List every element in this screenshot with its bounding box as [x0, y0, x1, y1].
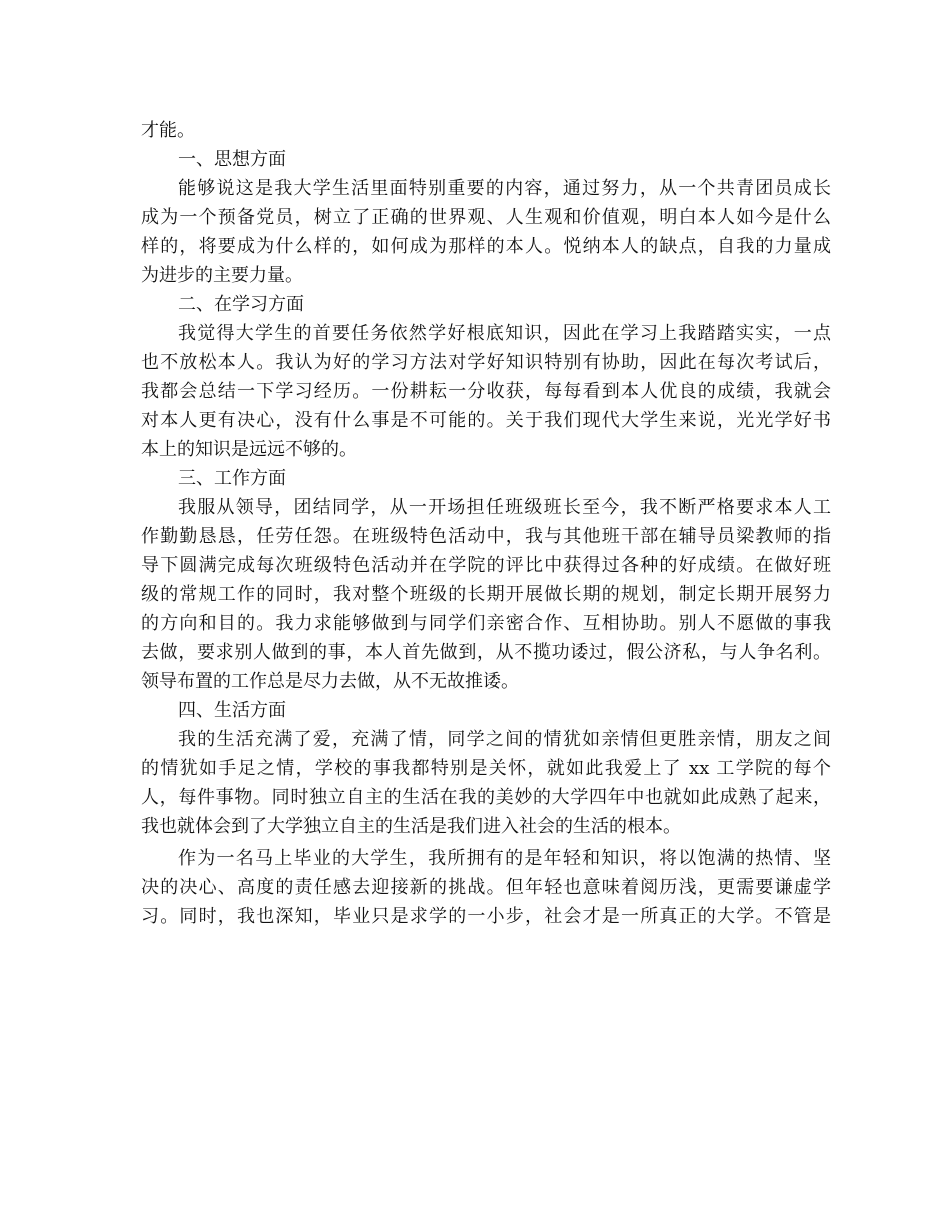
text-line: 我服从领导，团结同学，从一开场担任班级班长至今，我不断严格要求本人工: [178, 497, 831, 518]
section-heading-study: 二、在学习方面: [178, 294, 304, 315]
text-line: 样的，将要成为什么样的，如何成为那样的本人。悦纳本人的缺点，自我的力量成: [141, 236, 831, 257]
text-line: 去做，要求别人做到的事，本人首先做到，从不揽功诿过，假公济私，与人争名利。: [141, 642, 831, 663]
text-line: 本上的知识是远远不够的。: [141, 439, 357, 460]
section-heading-life: 四、生活方面: [178, 700, 286, 721]
text-line: 的方向和目的。我力求能够做到与同学们亲密合作、互相协助。别人不愿做的事我: [141, 613, 831, 634]
section-heading-thought: 一、思想方面: [178, 149, 286, 170]
text-line: 我也就体会到了大学独立自主的生活是我们进入社会的生活的根本。: [141, 816, 681, 837]
text-line: 导下圆满完成每次班级特色活动并在学院的评比中获得过各种的好成绩。在做好班: [141, 555, 831, 576]
text-line: 级的常规工作的同时，我对整个班级的长期开展做长期的规划，制定长期开展努力: [141, 584, 831, 605]
text-line: 才能。: [141, 120, 195, 141]
text-line: 能够说这是我大学生活里面特别重要的内容，通过努力，从一个共青团员成长: [178, 178, 831, 199]
text-line: 作为一名马上毕业的大学生，我所拥有的是年轻和知识，将以饱满的热情、坚: [178, 848, 831, 869]
text-line: 也不放松本人。我认为好的学习方法对学好知识特别有协助，因此在每次考试后，: [141, 352, 831, 373]
text-line: 习。同时，我也深知，毕业只是求学的一小步，社会才是一所真正的大学。不管是: [141, 906, 831, 927]
text-line: 我的生活充满了爱，充满了情，同学之间的情犹如亲情但更胜亲情，朋友之间: [178, 729, 831, 750]
text-line: 为进步的主要力量。: [141, 265, 303, 286]
text-line: 的情犹如手足之情，学校的事我都特别是关怀，就如此我爱上了 xx 工学院的每个: [141, 758, 831, 779]
text-line: 领导布置的工作总是尽力去做，从不无故推诿。: [141, 671, 519, 692]
text-line: 决的决心、高度的责任感去迎接新的挑战。但年轻也意味着阅历浅，更需要谦虚学: [141, 877, 831, 898]
text-line: 人，每件事物。同时独立自主的生活在我的美妙的大学四年中也就如此成熟了起来，: [141, 787, 831, 808]
text-line: 我觉得大学生的首要任务依然学好根底知识，因此在学习上我踏踏实实，一点: [178, 323, 831, 344]
text-line: 对本人更有决心，没有什么事是不可能的。关于我们现代大学生来说，光光学好书: [141, 410, 831, 431]
text-line: 作勤勤恳恳，任劳任怨。在班级特色活动中，我与其他班干部在辅导员梁教师的指: [141, 526, 831, 547]
text-line: 我都会总结一下学习经历。一份耕耘一分收获，每每看到本人优良的成绩，我就会: [141, 381, 831, 402]
document-body: [141, 116, 831, 931]
section-heading-work: 三、工作方面: [178, 468, 286, 489]
text-line: 成为一个预备党员，树立了正确的世界观、人生观和价值观，明白本人如今是什么: [141, 207, 831, 228]
